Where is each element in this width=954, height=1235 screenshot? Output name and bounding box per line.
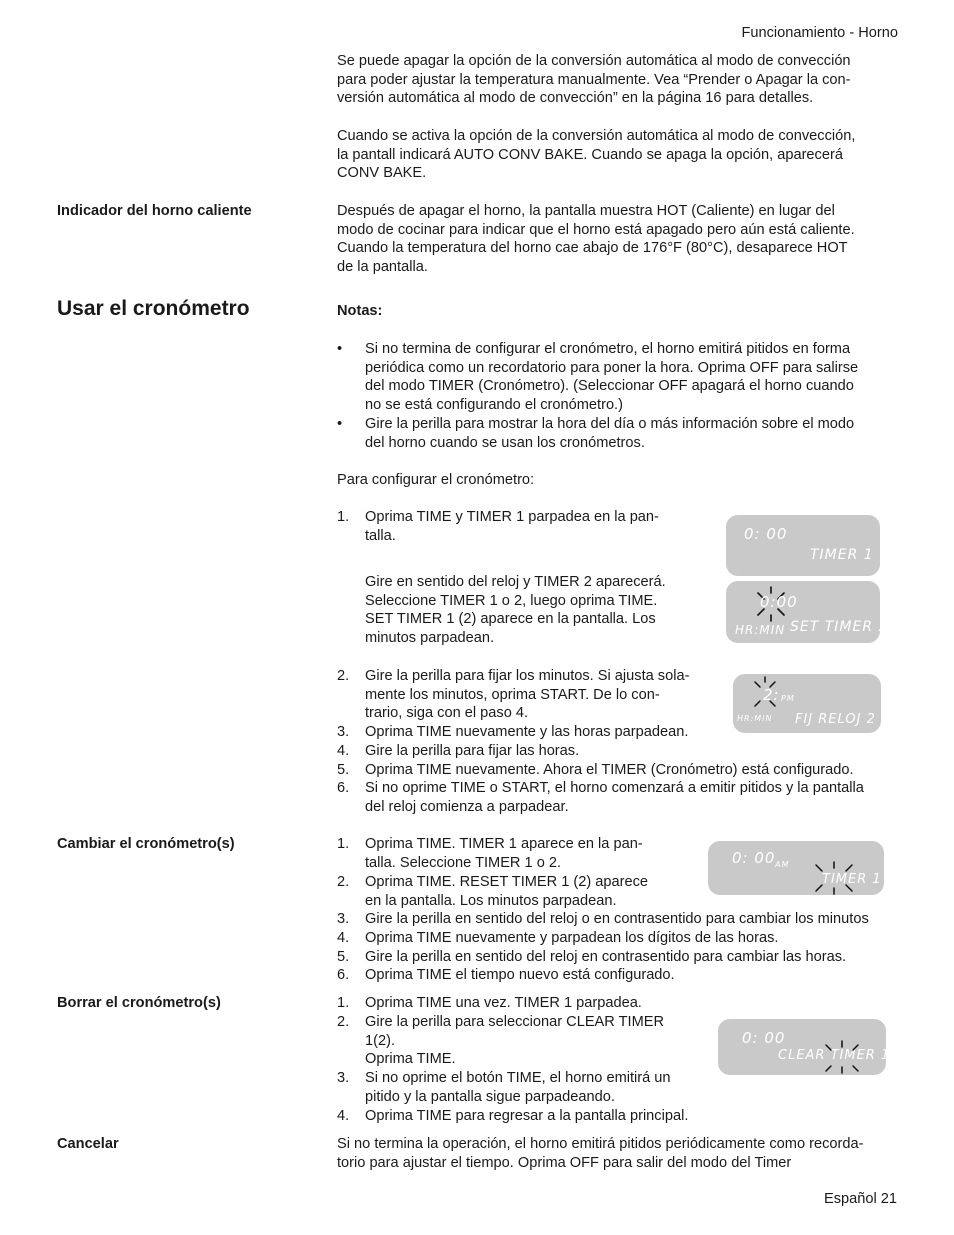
step-number: 3. [337,911,350,927]
display-time: 0:00 [760,593,798,611]
text-line: CONV BAKE. [337,165,427,182]
text-line: Cuando la temperatura del horno cae abajo de 176°F (80°C), desaparece HOT [337,240,848,257]
step-number: 1. [337,509,350,525]
text-line: trario, siga con el paso 4. [365,705,529,722]
display-time: 0: 00 [742,1029,786,1047]
text-line: Oprima TIME. TIMER 1 aparece en la pan- [365,836,643,852]
text-line: Oprima TIME. [365,1051,456,1068]
text-line: minutos parpadean. [365,630,494,647]
step-number: 4. [337,930,350,946]
text-line: Oprima TIME nuevamente y parpadean los dígitos de las horas. [365,930,779,946]
text-line: SET TIMER 1 (2) aparece en la pantalla. Los [365,611,656,628]
intro-paragraph-2 [337,127,899,183]
hot-indicator-paragraph [337,202,899,277]
text-line: 1(2). [365,1032,396,1049]
config-intro: Para configurar el cronómetro: [337,472,535,488]
step-number: 3. [337,724,350,740]
text-line: de la pantalla. [337,259,428,276]
text-line: Oprima TIME para regresar a la pantalla principal. [365,1108,689,1124]
text-line: Después de apagar el horno, la pantalla muestra HOT (Caliente) en lugar del [337,203,835,219]
text-line: no se está configurando el cronómetro.) [365,397,623,414]
step-number: 4. [337,743,350,759]
text-line: Si no oprime el botón TIME, el horno emitirá un [365,1070,671,1086]
display-label: TIMER 1 [822,872,882,887]
step-number: 4. [337,1108,350,1124]
step-number: 5. [337,762,350,778]
display-label: TIMER 1 [810,547,874,563]
step-number: 5. [337,949,350,965]
notes-label: Notas: [337,303,383,319]
text-line: talla. Seleccione TIMER 1 o 2. [365,854,562,871]
page-number: Español 21 [823,1191,897,1207]
text-line: Gire la perilla para fijar los minutos. Si ajusta sola- [365,668,690,684]
text-line: Oprima TIME nuevamente y las horas parpadean. [365,724,689,740]
running-header: Funcionamiento - Horno [741,25,898,41]
text-line: Si no oprime TIME o START, el horno comenzará a emitir pitidos y la pantalla [365,780,864,796]
text-line: Oprima TIME una vez. TIMER 1 parpadea. [365,995,642,1011]
display-ampm: AM [775,860,790,869]
text-line: Oprima TIME nuevamente. Ahora el TIMER (Cronómetro) está configurado. [365,762,854,778]
bullet-icon: • [337,416,343,432]
text-line: Gire en sentido del reloj y TIMER 2 aparecerá. [365,574,666,590]
display-time: 0: 00 [732,849,776,867]
text-line: Gire la perilla para mostrar la hora del día o más información sobre el modo [365,416,855,432]
display-unit: HR:MIN [737,714,773,723]
text-line: del horno cuando se usan los cronómetros. [365,434,645,451]
text-line: Cuando se activa la opción de la conversión automática al modo de convección, [337,128,856,144]
change-timer-heading: Cambiar el cronómetro(s) [57,836,235,852]
text-line: en la pantalla. Los minutos parpadean. [365,892,617,909]
step-number: 1. [337,836,350,852]
display-set-timer-2 [726,581,889,643]
text-line: Seleccione TIMER 1 o 2, luego oprima TIME. [365,592,658,609]
cancel-heading: Cancelar [57,1136,119,1152]
text-line: Oprima TIME el tiempo nuevo está configurado. [365,967,675,983]
step-number: 1. [337,995,350,1011]
display-timer-1 [726,515,880,576]
bullet-icon: • [337,341,343,357]
text-line: Gire la perilla para seleccionar CLEAR TIMER [365,1014,665,1030]
step-number: 2. [337,668,350,684]
text-line: Gire la perilla en sentido del reloj o en contrasentido para cambiar los minutos [365,911,869,927]
text-line: Gire la perilla para fijar las horas. [365,743,580,759]
display-label: FIJ RELOJ 2 [795,712,876,727]
display-time: 0: 00 [744,525,788,543]
step-number: 2. [337,874,350,890]
text-line: versión automática al modo de convección” en la página 16 para detalles. [337,90,814,107]
text-line: talla. [365,527,396,544]
blink-indicator-icon [822,1039,862,1075]
text-line: Si no termina la operación, el horno emitirá pitidos periódicamente como recorda- [337,1136,864,1152]
text-line: pitido y la pantalla sigue parpadeando. [365,1088,615,1105]
cancel-paragraph [337,1135,899,1172]
text-line: Gire la perilla en sentido del reloj en contrasentido para cambiar las horas. [365,949,847,965]
display-unit: HR:MIN [735,623,786,637]
intro-paragraph-1 [337,52,899,108]
display-reset-timer [708,841,884,895]
text-line: del reloj comienza a parpadear. [365,798,569,815]
display-label: SET TIMER 2 [790,619,889,635]
display-clear-timer [718,1019,891,1075]
text-line: Se puede apagar la opción de la conversión automática al modo de convección [337,53,851,69]
display-ampm: PM [781,694,795,703]
text-line: la pantall indicará AUTO CONV BAKE. Cuando se apaga la opción, aparecerá [337,146,843,163]
text-line: del modo TIMER (Cronómetro). (Seleccionar OFF apagará el horno cuando [365,378,854,395]
display-label: CLEAR TIMER 1 [778,1048,891,1063]
text-line: periódica como un recordatorio para poner la hora. Oprima OFF para salirse [365,359,859,376]
display-time: 2: [763,686,780,704]
text-line: para poder ajustar la temperatura manualmente. Vea “Prender o Apagar la con- [337,71,851,88]
text-line: Oprima TIME y TIMER 1 parpadea en la pan- [365,509,659,525]
text-line: Oprima TIME. RESET TIMER 1 (2) aparece [365,874,649,890]
display-fij-reloj-2 [733,674,881,733]
clear-timer-heading: Borrar el cronómetro(s) [57,995,221,1011]
blink-indicator-icon [812,861,856,895]
text-line: torio para ajustar el tiempo. Oprima OFF para salir del modo del Timer [337,1154,792,1171]
text-line: modo de cocinar para indicar que el horno está apagado pero aún está caliente. [337,221,855,238]
step-number: 6. [337,967,350,983]
section-title: Usar el cronómetro [57,297,250,320]
hot-indicator-heading: Indicador del horno caliente [57,203,252,219]
step-number: 6. [337,780,350,796]
text-line: mente los minutos, oprima START. De lo con- [365,686,660,703]
step-number: 2. [337,1014,350,1030]
step-number: 3. [337,1070,350,1086]
text-line: Si no termina de configurar el cronómetro, el horno emitirá pitidos en forma [365,341,851,357]
